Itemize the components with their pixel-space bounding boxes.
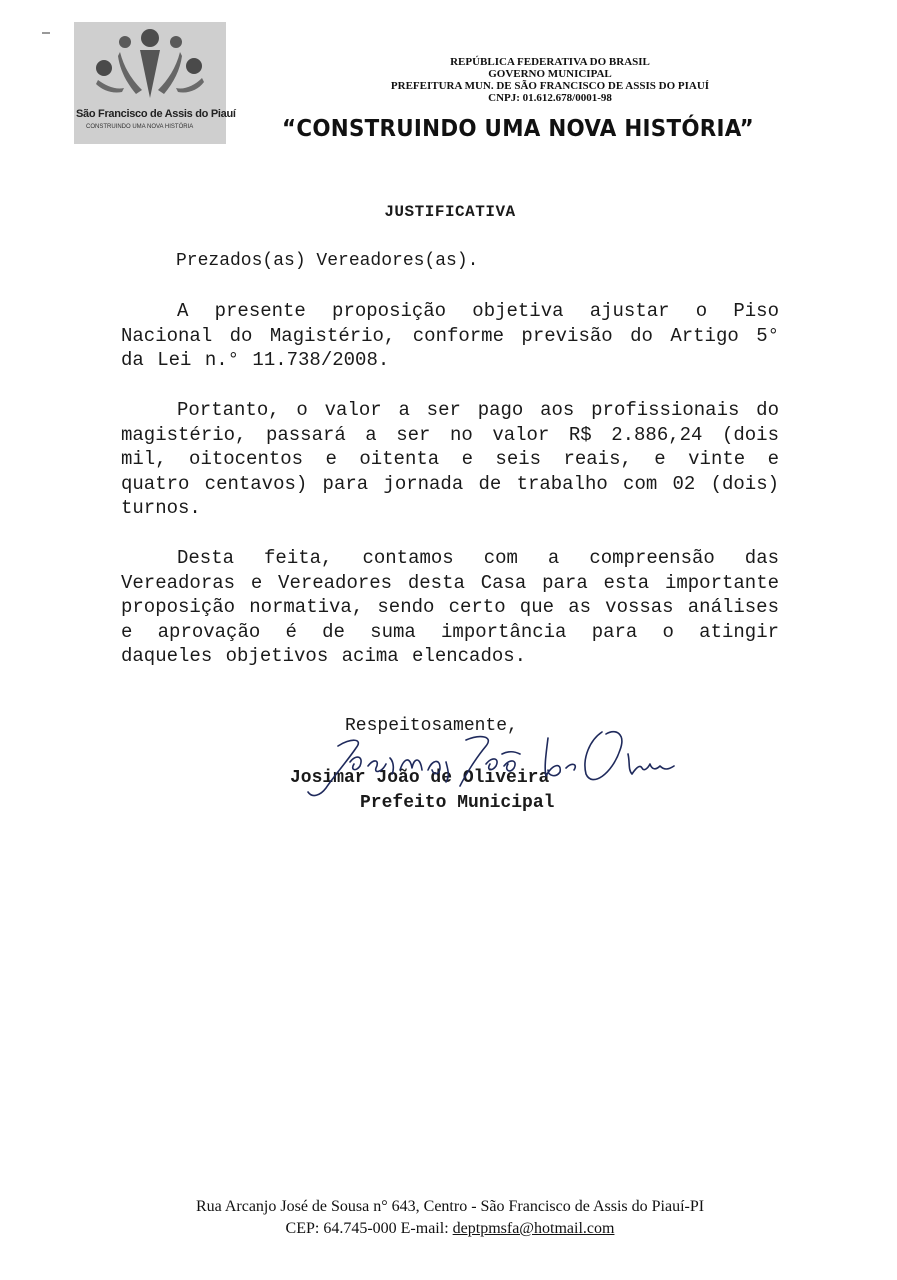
municipality-logo [74, 22, 236, 144]
people-figures-icon [92, 28, 208, 106]
closing-greeting: Respeitosamente, [345, 716, 518, 736]
footer-contact [100, 1218, 800, 1240]
footer [100, 1196, 800, 1240]
signer-role: Prefeito Municipal [360, 793, 555, 813]
signer-name: Josimar João de Oliveira [290, 768, 550, 788]
paragraph-request: Desta feita, contamos com a compreensão das Vereadoras e Vereadores desta Casa para esta importante proposição normativa, sendo certo que as vossas análises e aprovação é de suma importância para o atingir daqueles objetivos acima elencados. [121, 547, 779, 667]
footer-address: Rua Arcanjo José de Sousa n° 643, Centro - São Francisco de Assis do Piauí-PI [195, 1198, 705, 1215]
footer-cep: CEP: 64.745-000 E-mail: [285, 1220, 453, 1237]
logo-municipality-name: São Francisco de Assis do Piauí [76, 108, 236, 120]
header-prefecture: PREFEITURA MUN. DE SÃO FRANCISCO DE ASSIS DO PIAUÍ [390, 80, 710, 92]
logo-tagline: CONSTRUINDO UMA NOVA HISTÓRIA [86, 124, 194, 130]
handwritten-signature [290, 718, 690, 808]
header-government: GOVERNO MUNICIPAL [488, 68, 612, 80]
paragraph-purpose: A presente proposição objetiva ajustar o Piso Nacional do Magistério, conforme previsão do Artigo 5° da Lei n.° 11.738/2008. [121, 300, 779, 371]
header-cnpj: CNPJ: 01.612.678/0001-98 [488, 92, 612, 104]
letterhead [340, 56, 760, 104]
footer-email-link[interactable]: deptpmsfa@hotmail.com [452, 1220, 615, 1237]
paragraph-value: Portanto, o valor a ser pago aos profissionais do magistério, passará a ser no valor R$ 2.886,24 (dois mil, oitocentos e oitenta e seis reais, e vinte e quatro centavos) para jornada de trabalho com 02 (dois) turnos. [121, 399, 779, 519]
document-title: JUSTIFICATIVA [384, 203, 516, 221]
scan-speck [42, 32, 50, 34]
salutation: Prezados(as) Vereadores(as). [176, 251, 479, 271]
header-republic: REPÚBLICA FEDERATIVA DO BRASIL [450, 56, 650, 68]
slogan: “CONSTRUINDO UMA NOVA HISTÓRIA” [282, 116, 754, 142]
